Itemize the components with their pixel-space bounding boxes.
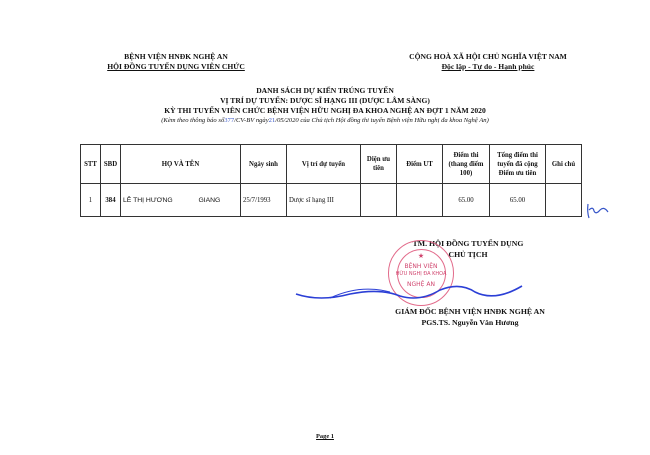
- header-birth-date: Ngày sinh: [241, 145, 287, 184]
- cell-priority-score: [397, 184, 443, 217]
- stamp-line-2: HỮU NGHỊ ĐA KHOA: [395, 271, 447, 277]
- results-table: [80, 144, 582, 217]
- cell-given-name: GIANG: [198, 196, 221, 204]
- signature-council: TM. HỘI ĐỒNG TUYỂN DỤNG: [412, 239, 524, 248]
- table-header-row: [81, 145, 582, 184]
- council-name: HỘI ĐỒNG TUYỂN DỤNG VIÊN CHỨC: [107, 62, 245, 71]
- page-number: Page 1: [316, 433, 334, 440]
- official-stamp-icon: ★ BỆNH VIỆN HỮU NGHỊ ĐA KHOA NGHỆ AN: [388, 240, 454, 306]
- header-priority-category: Diện ưu tiên: [361, 145, 397, 184]
- signer-title: GIÁM ĐỐC BỆNH VIỆN HNĐK NGHỆ AN: [395, 307, 545, 316]
- cell-priority-category: [361, 184, 397, 217]
- signature-role: CHỦ TỊCH: [448, 250, 488, 259]
- position-title: VỊ TRÍ DỰ TUYỂN: DƯỢC SĨ HẠNG III (DƯỢC LÂM SÀNG): [220, 96, 430, 105]
- hospital-name: BỆNH VIỆN HNĐK NGHỆ AN: [124, 52, 228, 61]
- header-stt: STT: [81, 145, 101, 184]
- signer-name: PGS.TS. Nguyễn Văn Hương: [421, 318, 519, 327]
- cell-sbd: 384: [101, 184, 121, 217]
- left-header: [86, 52, 266, 72]
- header-sbd: SBD: [101, 145, 121, 184]
- cell-notes: [546, 184, 582, 217]
- header-priority-score: Điểm UT: [397, 145, 443, 184]
- cell-birth-date: 25/7/1993: [241, 184, 287, 217]
- reference-note: (Kèm theo thông báo số377/CV-BV ngày21/05/2020 của Chủ tịch Hội đồng thi tuyển Bệnh viện Hữu nghị đa khoa Nghệ An): [161, 117, 489, 124]
- header-total-score: Tổng điểm thi tuyển đã cộng Điểm ưu tiên: [490, 145, 546, 184]
- document-title: DANH SÁCH DỰ KIẾN TRÚNG TUYỂN: [256, 86, 394, 95]
- cell-position: Dược sĩ hạng III: [287, 184, 361, 217]
- country-motto: Độc lập - Tự do - Hạnh phúc: [441, 62, 535, 71]
- cell-stt: 1: [81, 184, 101, 217]
- cell-total-score: 65.00: [490, 184, 546, 217]
- header-full-name: HỌ VÀ TÊN: [121, 145, 241, 184]
- handwritten-day: 21: [268, 117, 276, 124]
- stamp-line-3: NGHỆ AN: [407, 281, 435, 288]
- cell-family-name: LÊ THỊ HƯƠNG: [123, 196, 173, 204]
- header-position: Vị trí dự tuyển: [287, 145, 361, 184]
- country-name: CỘNG HOÀ XÃ HỘI CHỦ NGHĨA VIỆT NAM: [409, 52, 567, 61]
- stamp-line-1: BỆNH VIỆN: [404, 263, 438, 270]
- header-exam-score: Điểm thi (thang điểm 100): [443, 145, 490, 184]
- initial-mark-icon: [584, 198, 610, 224]
- header-notes: Ghi chú: [546, 145, 582, 184]
- exam-title: KỲ THI TUYỂN VIÊN CHỨC BỆNH VIỆN HỮU NGHỊ ĐA KHOA NGHỆ AN ĐỢT 1 NĂM 2020: [164, 106, 486, 115]
- handwritten-number: 377: [224, 117, 235, 124]
- right-header: [378, 52, 598, 72]
- cell-exam-score: 65.00: [443, 184, 490, 217]
- cell-full-name: [121, 184, 241, 217]
- signer-block: [350, 306, 590, 328]
- table-row: [81, 184, 582, 217]
- title-block: [90, 86, 560, 125]
